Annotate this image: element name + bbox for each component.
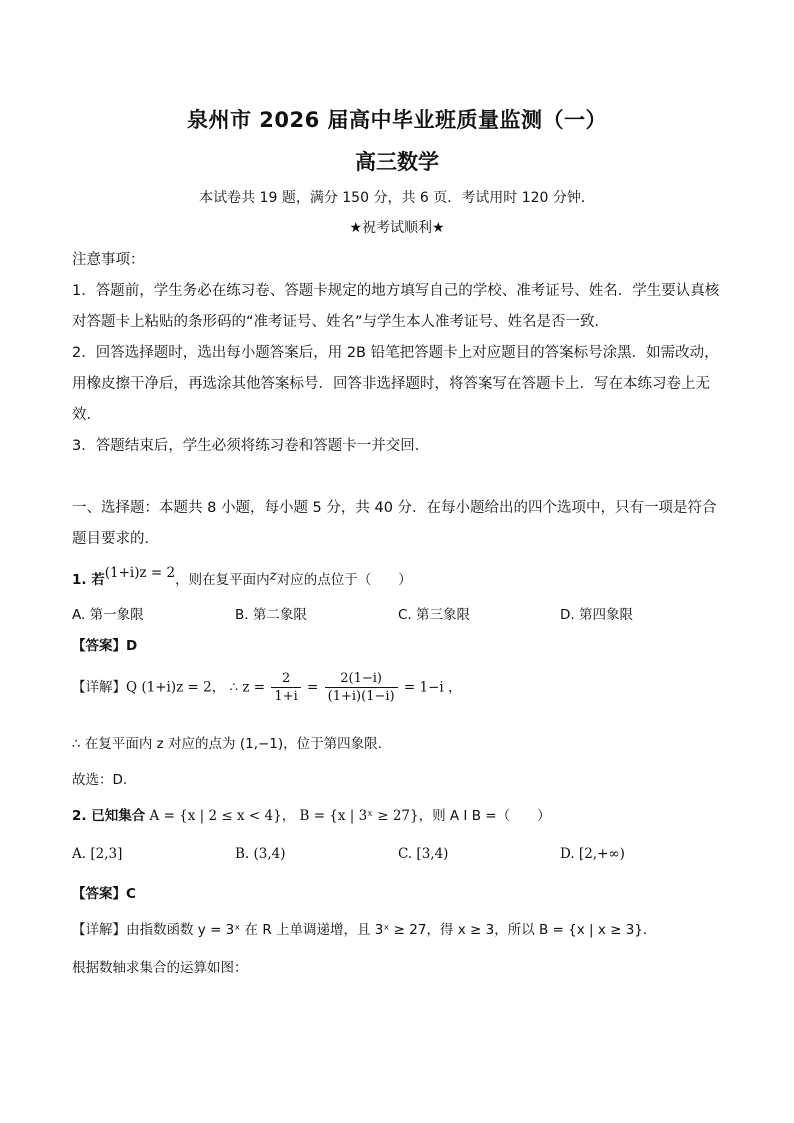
good-luck-line: ★祝考试顺利★: [349, 220, 445, 236]
question-2-set-a: A = {x | 2 ≤ x < 4}: [149, 808, 282, 824]
q1-fraction-2-numerator: 2(1−i): [325, 670, 398, 688]
q1-option-c: C. 第三象限: [398, 607, 471, 623]
section-heading: 一、选择题：本题共 8 小题，每小题 5 分，共 40 分．在每小题给出的四个选项中，只有一项是符合题目要求的．: [72, 500, 717, 547]
q1-detail-given: Q (1+i)z = 2，: [126, 679, 226, 696]
q1-detail-result: = 1−i ，: [403, 679, 462, 696]
question-1-number: 1. 若: [72, 572, 105, 588]
q1-option-b: B. 第二象限: [235, 607, 307, 623]
subject-title: 高三数学: [355, 150, 439, 174]
q1-choice: 故选：D.: [72, 772, 128, 788]
q1-fraction-1-denominator: 1+i: [274, 689, 298, 704]
q1-detail-label: 【详解】: [72, 679, 126, 696]
question-2-set-b: B = {x | 3ˣ ≥ 27}: [299, 808, 419, 824]
q1-equals-sign: =: [307, 679, 319, 696]
note-item-2: 2．回答选择题时，选出每小题答案后，用 2B 铅笔把答题卡上对应题目的答案标号涂黑．如需改动，用橡皮擦干净后，再选涂其他答案标号．回答非选择题时，将答案写在答题卡上．写在本练习卷上无效．: [72, 345, 719, 423]
q2-option-a: A. [2,3]: [72, 846, 123, 862]
q2-option-d: D. [2,+∞): [560, 846, 625, 862]
question-1-variable: z: [269, 568, 277, 584]
q2-answer: 【答案】C: [72, 886, 136, 902]
page-title: 泉州市 2026 届高中毕业班质量监测（一）: [186, 108, 608, 132]
question-2-number: 2. 已知集合: [72, 808, 146, 824]
exam-info: 本试卷共 19 题，满分 150 分，共 6 页．考试用时 120 分钟．: [199, 190, 595, 206]
q1-fraction-2: [325, 670, 398, 705]
question-1-text-a: ，则在复平面内: [175, 572, 270, 588]
question-1-equation: (1+i)z = 2: [104, 565, 176, 581]
q2-option-c: C. [3,4): [398, 846, 449, 862]
notes-section: [72, 245, 722, 462]
q1-option-d: D. 第四象限: [560, 607, 633, 623]
question-1: [72, 565, 412, 588]
q1-fraction-1-numerator: 2: [271, 670, 300, 688]
q1-option-a: A. 第一象限: [72, 607, 144, 623]
note-item-1: 1．答题前，学生务必在练习卷、答题卡规定的地方填写自己的学校、准考证号、姓名．学生要认真核对答题卡上粘贴的条形码的“准考证号、姓名”与学生本人准考证号、姓名是否一致．: [72, 283, 720, 330]
q2-option-b: B. (3,4): [235, 846, 286, 862]
q1-answer: 【答案】D: [72, 638, 138, 654]
q1-detail-therefore: ∴ z =: [229, 679, 266, 696]
q1-detail-line-2: ∴ 在复平面内 z 对应的点为 (1,−1)，位于第四象限.: [72, 736, 382, 752]
question-2: [72, 804, 551, 824]
notes-heading: 注意事项：: [72, 252, 145, 268]
question-2-tail: ，则 A I B =（ ）: [418, 808, 551, 824]
q1-fraction-1: [271, 670, 300, 705]
q2-detail-line-2: 根据数轴求集合的运算如图：: [72, 960, 248, 976]
note-item-3: 3．答题结束后，学生必须将练习卷和答题卡一并交回．: [72, 438, 430, 454]
q2-detail: 【详解】由指数函数 y = 3ˣ 在 R 上单调递增，且 3ˣ ≥ 27，得 x ≥ 3，所以 B = {x | x ≥ 3}．: [72, 922, 657, 938]
question-2-comma: ，: [281, 808, 296, 824]
question-1-text-b: 对应的点位于（ ）: [276, 572, 412, 588]
q1-fraction-2-denominator: (1+i)(1−i): [327, 689, 395, 704]
q1-detail: [72, 670, 462, 705]
